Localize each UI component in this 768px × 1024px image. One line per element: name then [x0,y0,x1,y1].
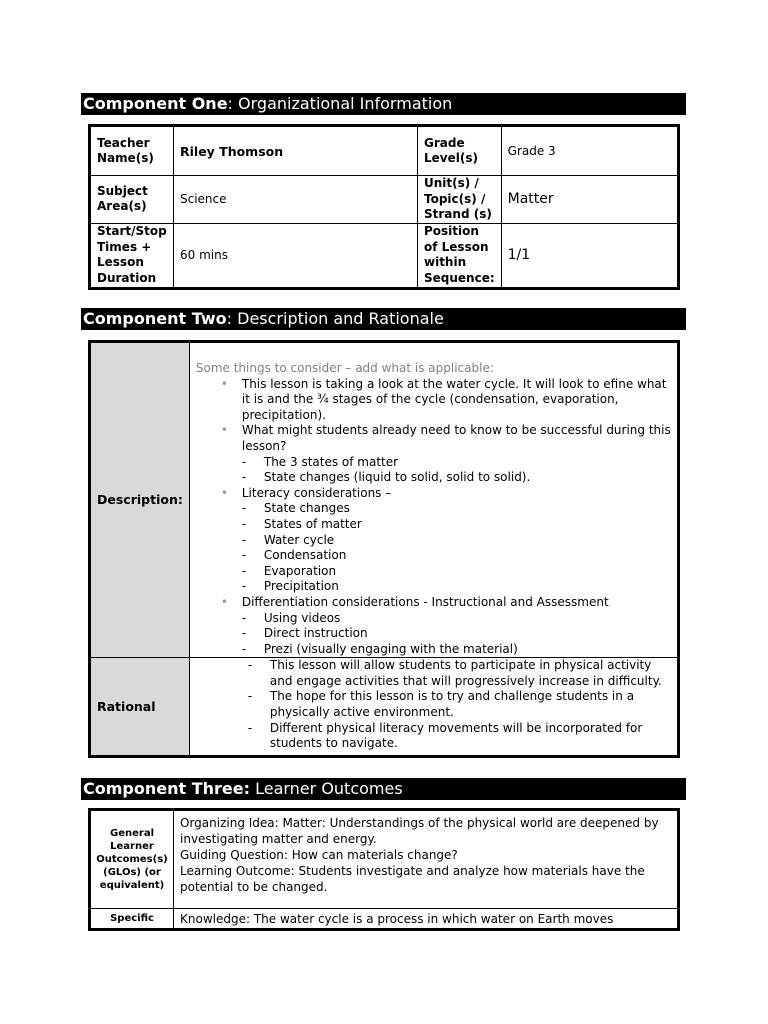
grade-value: Grade 3 [501,126,678,176]
list-item: • Literacy considerations – - State changes - States of matter - Water cycle - Condensation - Evaporation - Precipitation [242,486,671,595]
list-item: - Condensation [264,548,671,564]
learning-outcome: Learning Outcome: Students investigate and analyze how materials have the potential to be changed. [180,864,645,894]
description-rationale-table [88,340,680,758]
description-content [189,342,678,658]
list-item: - This lesson will allow students to participate in physical activity and engage activities that will progressively increase in difficulty. [270,658,671,689]
specific-label: Specific [90,909,174,930]
unit-label: Unit(s) / Topic(s) / Strand (s) [418,176,502,224]
list-item: - Prezi (visually engaging with the material) [264,642,671,658]
list-item: - Water cycle [264,533,671,549]
list-item: • This lesson is taking a look at the water cycle. It will look to efine what it is and the ¾ stages of the cycle (condensation, evaporation, precipitation). [242,377,671,424]
specific-content: Knowledge: The water cycle is a process in which water on Earth moves [174,909,679,930]
description-label: Description: [90,342,190,658]
teacher-value: Riley Thomson [174,126,418,176]
list-item: - Precipitation [264,579,671,595]
subject-label: Subject Area(s) [90,176,174,224]
position-value: 1/1 [501,223,678,289]
list-item: - Evaporation [264,564,671,580]
time-label: Start/Stop Times + Lesson Duration [90,223,174,289]
glo-content [174,810,679,909]
component-two-heading: Component Two: Description and Rationale [81,308,686,330]
time-value: 60 mins [174,223,418,289]
teacher-label: Teacher Name(s) [90,126,174,176]
description-bullets [196,377,671,658]
list-item: - State changes [264,501,671,517]
subject-value: Science [174,176,418,224]
rational-list [196,658,671,752]
learner-outcomes-table [88,808,680,931]
component-three-heading: Component Three: Learner Outcomes [81,778,686,800]
organizing-idea: Organizing Idea: Matter: Understandings of the physical world are deepened by investigating matter and energy. [180,816,659,846]
list-item: - States of matter [264,517,671,533]
list-item: - Using videos [264,611,671,627]
list-item: - Different physical literacy movements will be incorporated for students to navigate. [270,721,671,752]
list-item: - State changes (liquid to solid, solid to solid). [264,470,671,486]
consider-note: Some things to consider – add what is applicable: [195,361,494,375]
component-one-heading: Component One: Organizational Information [81,93,686,115]
list-item: - The hope for this lesson is to try and challenge students in a physically active environment. [270,689,671,720]
list-item: • What might students already need to know to be successful during this lesson? - The 3 states of matter - State changes (liquid to solid, solid to solid). [242,423,671,485]
list-item: • Differentiation considerations - Instructional and Assessment - Using videos - Direct instruction - Prezi (visually engaging with the material) [242,595,671,657]
rational-label: Rational [90,658,190,757]
list-item: - The 3 states of matter [264,455,671,471]
organizational-info-table [88,124,680,290]
glo-label: General Learner Outcomes(s) (GLOs) (or equivalent) [90,810,174,909]
list-item: - Direct instruction [264,626,671,642]
rational-content [189,658,678,757]
position-label: Position of Lesson within Sequence: [418,223,502,289]
grade-label: Grade Level(s) [418,126,502,176]
guiding-question: Guiding Question: How can materials change? [180,848,458,862]
unit-value: Matter [501,176,678,224]
